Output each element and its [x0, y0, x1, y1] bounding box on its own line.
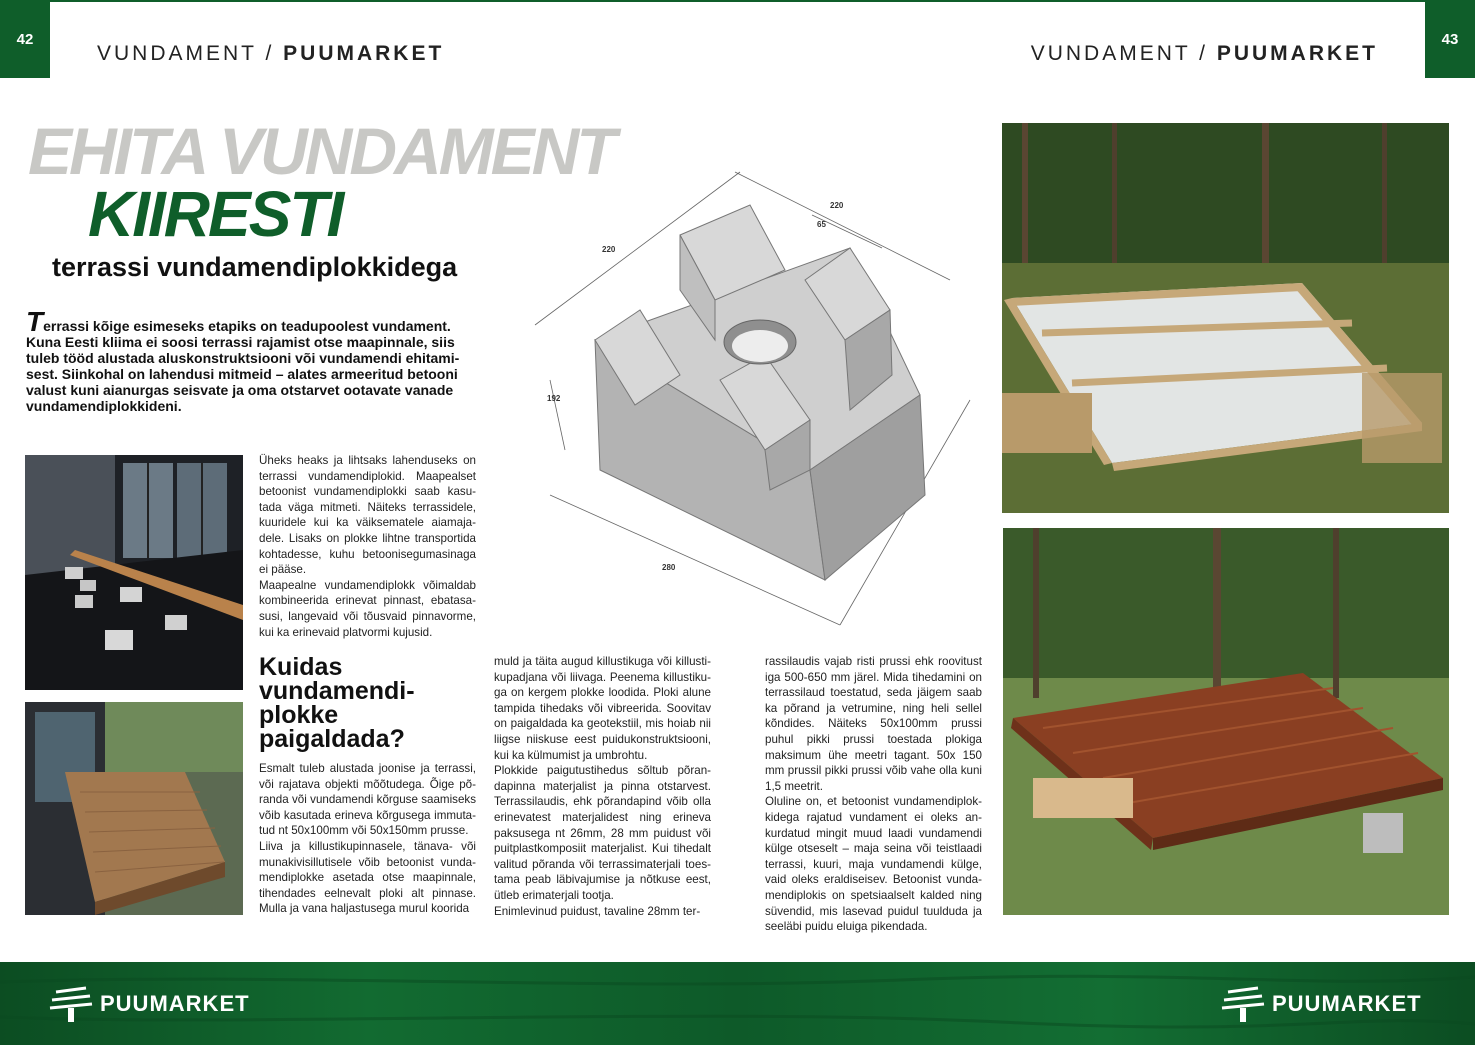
paragraph: rassilaudis vajab risti prussi ehk roovitust iga 500-650 mm järel. Mida tihedamini on terrassilaud toestatud, seda jäigem saab ka põrand ja vetrumine, ning heli sellel kõndides. Näiteks 50x100mm prussi puhul pikki prussi toestada plokiga maksimum ühe meetri tagant. 50x 150 mm prussil pikki prussi võib vahe olla kuni 1,5 meetrit. — [765, 655, 982, 793]
photo-finished-deck-forest — [1003, 528, 1449, 915]
running-head-section: VUNDAMENT — [1030, 42, 1191, 65]
tree-logo-icon — [1220, 984, 1266, 1024]
body-column-3 — [494, 654, 711, 919]
subtitle: terrassi vundamendiplokkidega — [52, 252, 458, 282]
paragraph: Enimlevinud puidust, tavaline 28mm ter- — [494, 904, 701, 918]
running-head-brand: PUUMARKET — [283, 42, 445, 65]
body-column-4 — [765, 654, 982, 935]
paragraph: Oluline on, et betoonist vundamendiplok-kidega rajatud vundament ei oleks an-kurdatud mingit muud laadi vundamendi külge otseselt – maja seina või teistlaadi terrassi, kuuri, maja vundamendi külge, vaid oleks eraldiseisev. Betoonist vunda-mendiplokis on spetsiaalselt kalded ning süvendid, mis lasevad puidul tuulduda ja seeläbi puidu eluiga pikendada. — [765, 795, 982, 934]
dim-slot: 65 — [817, 220, 826, 229]
intro-dropcap: T — [26, 306, 44, 337]
running-head-left — [97, 42, 444, 66]
paragraph: muld ja täita augud killustikuga või killusti-kupadjana või liivaga. Peenema killustiku-ga on kergem plokke loodida. Ploki alune tampida tihedaks või vibreerida. Soovitav on paigaldada ka geotekstiil, mis hoiab nii liigse niiskuse eest puidukonstruktsiooni, kui ka külmumist ja umbrohtu. — [494, 655, 711, 762]
top-rule — [50, 0, 1425, 2]
photo-finished-terrace-house — [25, 702, 243, 915]
footer-band — [0, 962, 1475, 1045]
dim-height: 192 — [547, 394, 561, 403]
paragraph: Maapealne vundamendiplokk võimaldab kombineerida erinevat pinnast, ebatasa-susi, langevaid või tõusvaid pinnavorme, kui ka erinevaid platvormi kujusid. — [259, 578, 476, 639]
foundation-block-diagram — [520, 160, 1000, 640]
section-heading: Kuidas vundamendi-plokke paigaldada? — [259, 653, 415, 753]
running-head-separator: / — [256, 42, 284, 65]
photo-frame-on-geotextile — [1002, 123, 1449, 513]
body-column-1 — [259, 453, 476, 640]
tree-logo-icon — [48, 984, 94, 1024]
title-line1: EHITA VUNDAMENT — [28, 114, 614, 188]
running-head-separator: / — [1190, 42, 1217, 65]
running-head-brand: PUUMARKET — [1216, 42, 1378, 65]
footer-logo-right — [1220, 984, 1422, 1024]
intro-text: errassi kõige esimeseks etapiks on teadupoolest vundament. Kuna Eesti kliima ei soosi terrassi rajamist otse maapinnale, siis tuleb tööd alustada aluskonstruktsiooni või vundamendi ehitami-sest. Siinkohal on lahendusi mitmeid – alates armeeritud betooni valust kuni aianurgas seisvate ja oma otstarvet ootavate vanade vundamendiplokkideni. — [26, 318, 460, 414]
photo-blocks-by-house — [25, 455, 243, 690]
title-line2: KIIRESTI — [88, 178, 343, 250]
paragraph: Üheks heaks ja lihtsaks lahenduseks on terrassi vundamendiplokid. Maapealset betoonist vundamendiplokki saab kasu-tada väga mitmeti. Näiteks terrassidele, kuuridele kui ka väiksematele aiamaja-dele. Lisaks on plokke lihtne transportida kohtadesse, kuhu betoonisegumasinaga ei pääse. — [259, 454, 476, 577]
dim-base-width: 280 — [662, 563, 676, 572]
page-number-right-text: 43 — [1441, 30, 1459, 48]
body-column-2 — [259, 761, 476, 917]
page-number-right — [1425, 0, 1475, 78]
intro-paragraph — [26, 306, 478, 414]
footer-logo-text: PUUMARKET — [100, 991, 250, 1016]
paragraph: Liiva ja killustikupinnasele, tänava- või munakivisillutisele võib betoonist vunda-mendiplokke asetada otse maapinnale, tihendades eelnevalt ploki alt pinnase. Mulla ja vana haljastusega murul koorida — [259, 839, 476, 916]
footer-logo-left — [48, 984, 250, 1024]
dim-top-width: 220 — [830, 201, 844, 210]
running-head-right — [1031, 42, 1378, 66]
paragraph: Esmalt tuleb alustada joonise ja terrassi, või rajatava objekti mõõtudega. Õige põ-randa või vundamendi kõrguse saamiseks võib kasutada erineva kõrgusega immuta-tud nt 50x100mm või 50x150mm prusse. — [259, 762, 476, 838]
footer-logo-text: PUUMARKET — [1272, 991, 1422, 1016]
page-number-left — [0, 0, 50, 78]
page-number-left-text: 42 — [16, 30, 34, 48]
dim-top-depth: 220 — [602, 245, 616, 254]
running-head-section: VUNDAMENT — [97, 42, 257, 65]
paragraph: Plokkide paigutustihedus sõltub põran-dapinna materjalist ja pinna otstarvest. Terrassilaudis, ehk põrandapind võib olla erinevatest materjalidest ning erineva paksusega nt 26mm, 28 mm puidust või puitplastkomposiit materjalist. Kui tihedalt valitud põranda või terrassimaterjali toes-tama peab läbivajumise ja nõtkuse eest, ütleb erimaterjali tootja. — [494, 764, 711, 902]
